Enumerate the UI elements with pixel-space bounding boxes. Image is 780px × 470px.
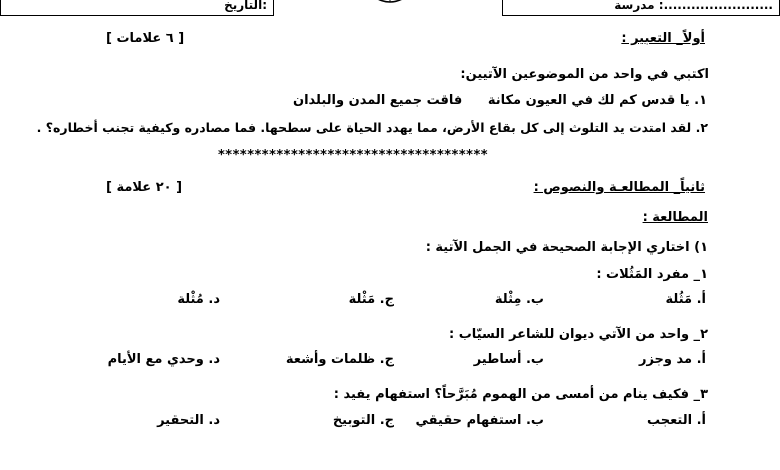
item-1-option-d: د. مُثْلة bbox=[177, 292, 220, 307]
item-1-option-a: أ. مَثُلة bbox=[665, 292, 706, 307]
item-3-options bbox=[0, 413, 780, 433]
item-3-stem: ٣_ فكيف ينام من أمسى من الهموم مُبَرَّحاً؟ استفهام يفيد : bbox=[333, 387, 708, 402]
item-1-option-b: ب. مِثْلة bbox=[494, 292, 544, 307]
section2-title: ثانياً_ المطالعـة والنصوص : bbox=[533, 180, 705, 195]
item-2-option-d: د. وحدي مع الأيام bbox=[107, 352, 220, 367]
topic1-verse-b: فاقت جميع المدن والبلدان bbox=[293, 93, 463, 108]
item-1-options bbox=[0, 292, 780, 312]
section1-title: أولاً_ التعبير : bbox=[621, 31, 705, 46]
date-box bbox=[0, 0, 274, 16]
item-2-option-c: ج. ظلمات وأشعة bbox=[285, 352, 394, 367]
topic1-verse-a: ١. يا قدس كم لك في العيون مكانة bbox=[487, 93, 707, 108]
item-3-option-a: أ. التعجب bbox=[646, 413, 706, 428]
date-label: التاريخ: bbox=[224, 0, 267, 12]
section1-marks: [ ٦ علامات ] bbox=[106, 31, 185, 46]
item-2-stem: ٢_ واحد من الآتي ديوان للشاعر السيّاب : bbox=[449, 327, 708, 342]
item-3-option-d: د. التحقير bbox=[157, 413, 220, 428]
item-2-option-a: أ. مد وجزر bbox=[638, 352, 706, 367]
question-1: ١) اختاري الإجابة الصحيحة في الجمل الآتية : bbox=[425, 240, 708, 255]
topic2: ٢. لقد امتدت يد التلوث إلى كل بقاع الأرض، مما يهدد الحياة على سطحها. فما مصادره وكيفية تجنب أخطاره؟ . bbox=[36, 120, 708, 135]
item-2-option-b: ب. أساطير bbox=[473, 352, 544, 367]
school-box bbox=[502, 0, 780, 16]
item-2-options bbox=[0, 352, 780, 372]
emblem-logo bbox=[366, 0, 414, 8]
school-label: مدرسة :........................ bbox=[614, 0, 773, 12]
item-3-option-b: ب. استفهام حقيقي bbox=[415, 413, 544, 428]
item-3-option-c: ج. التوبيخ bbox=[332, 413, 394, 428]
separator: ************************************* bbox=[218, 148, 489, 163]
item-1-option-c: ج. مَثْلة bbox=[348, 292, 394, 307]
item-1-stem: ١_ مفرد المَثُلات : bbox=[596, 267, 708, 282]
section2-marks: [ ٢٠ علامة ] bbox=[106, 180, 183, 195]
section2-subtitle: المطالعة : bbox=[642, 210, 708, 225]
section1-instruction: اكتبي في واحد من الموضوعين الآتيين: bbox=[460, 67, 709, 82]
